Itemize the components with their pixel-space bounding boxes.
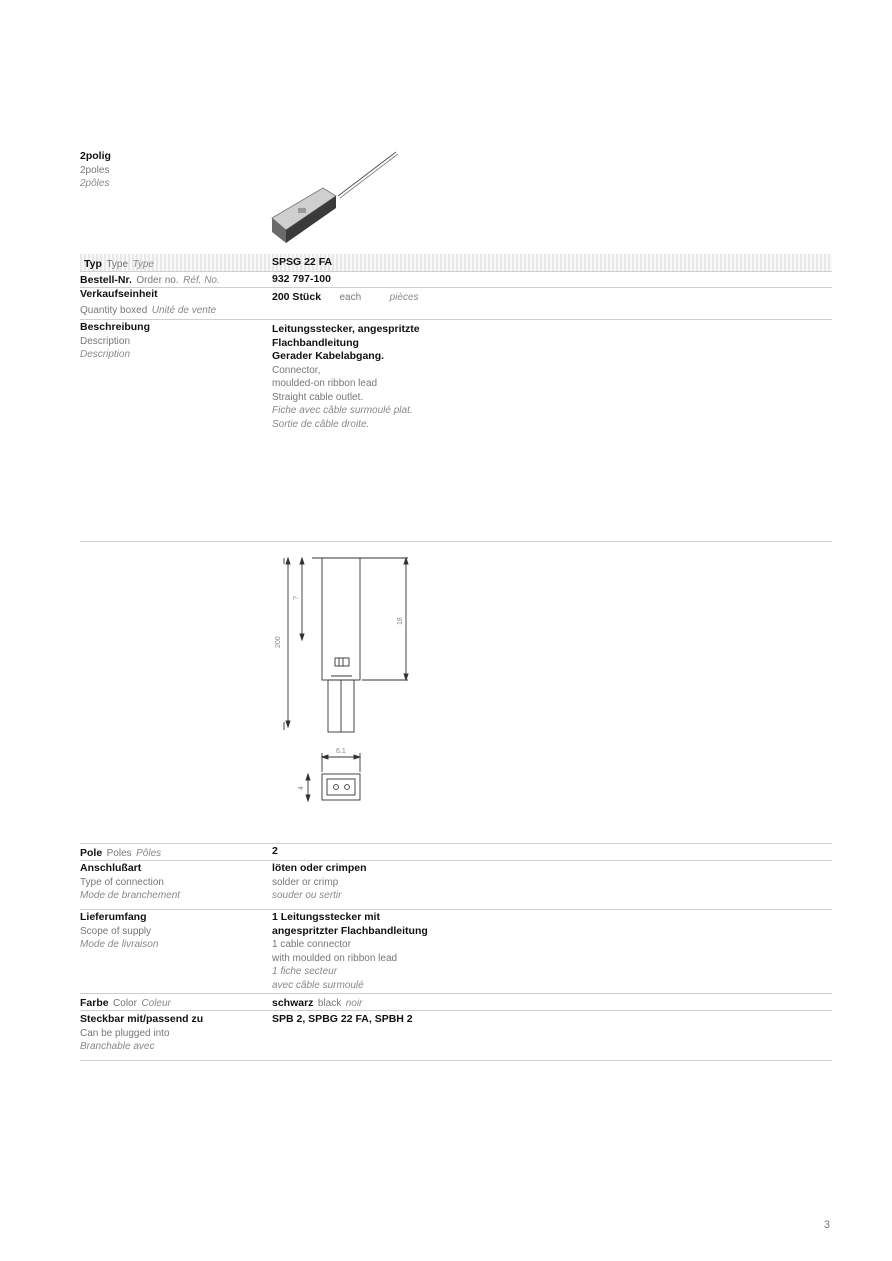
dim-total-label: 200 bbox=[275, 636, 282, 648]
connection-value: löten oder crimpen solder or crimp souder ou sertir bbox=[272, 862, 367, 901]
unit-value: 200 Stück each pièces bbox=[272, 291, 419, 303]
divider bbox=[80, 541, 832, 542]
divider bbox=[80, 319, 832, 320]
poles-en: 2poles bbox=[80, 164, 110, 176]
colour-value: schwarz black noir bbox=[272, 997, 363, 1009]
pluggable-label: Steckbar mit/passend zu Can be plugged into Branchable avec bbox=[80, 1013, 204, 1052]
poles-value: 2 bbox=[272, 845, 278, 857]
pluggable-value: SPB 2, SPBG 22 FA, SPBH 2 bbox=[272, 1013, 413, 1025]
scope-label: Lieferumfang Scope of supply Mode de livraison bbox=[80, 911, 159, 950]
dim-body-label: 18 bbox=[397, 617, 404, 625]
technical-drawing bbox=[270, 550, 420, 805]
connection-label: Anschlußart Type of connection Mode de branchement bbox=[80, 862, 181, 901]
type-value: SPSG 22 FA bbox=[272, 256, 333, 268]
dim-width-label: 6.1 bbox=[336, 748, 346, 755]
order-label: Bestell-Nr. Order no. Réf. No. bbox=[80, 274, 220, 286]
poles-fr: 2pôles bbox=[80, 178, 110, 189]
header-poles bbox=[80, 150, 111, 191]
divider bbox=[80, 909, 832, 910]
product-photo bbox=[268, 148, 403, 248]
header-band bbox=[80, 254, 832, 272]
divider bbox=[80, 993, 832, 994]
scope-value: 1 Leitungsstecker mit angespritzter Flachbandleitung 1 cable connector with moulded on ribbon lead 1 fiche secteur avec câble surmoulé bbox=[272, 911, 428, 991]
description-value: Leitungsstecker, angespritzte Flachbandleitung Gerader Kabelabgang. Connector, moulded-on ribbon lead Straight cable outlet. Fiche avec câble surmoulé plat. Sortie de câble droite. bbox=[272, 323, 420, 430]
divider bbox=[80, 860, 832, 861]
order-value: 932 797-100 bbox=[272, 273, 331, 285]
poles-de: 2polig bbox=[80, 150, 111, 162]
description-label: Beschreibung Description Description bbox=[80, 321, 151, 360]
divider bbox=[80, 843, 832, 844]
divider bbox=[80, 1010, 832, 1011]
type-label: Typ Type Type bbox=[84, 258, 154, 270]
divider bbox=[80, 1060, 832, 1061]
page-number: 3 bbox=[823, 1219, 830, 1231]
colour-label: Farbe Color Coleur bbox=[80, 997, 171, 1009]
poles-label: Pole Poles Pôles bbox=[80, 847, 162, 859]
dim-upper-label: ? bbox=[293, 596, 300, 600]
dim-height-label: 4 bbox=[298, 786, 305, 790]
unit-label: Verkaufseinheit Quantity boxed Unité de vente bbox=[80, 288, 217, 316]
